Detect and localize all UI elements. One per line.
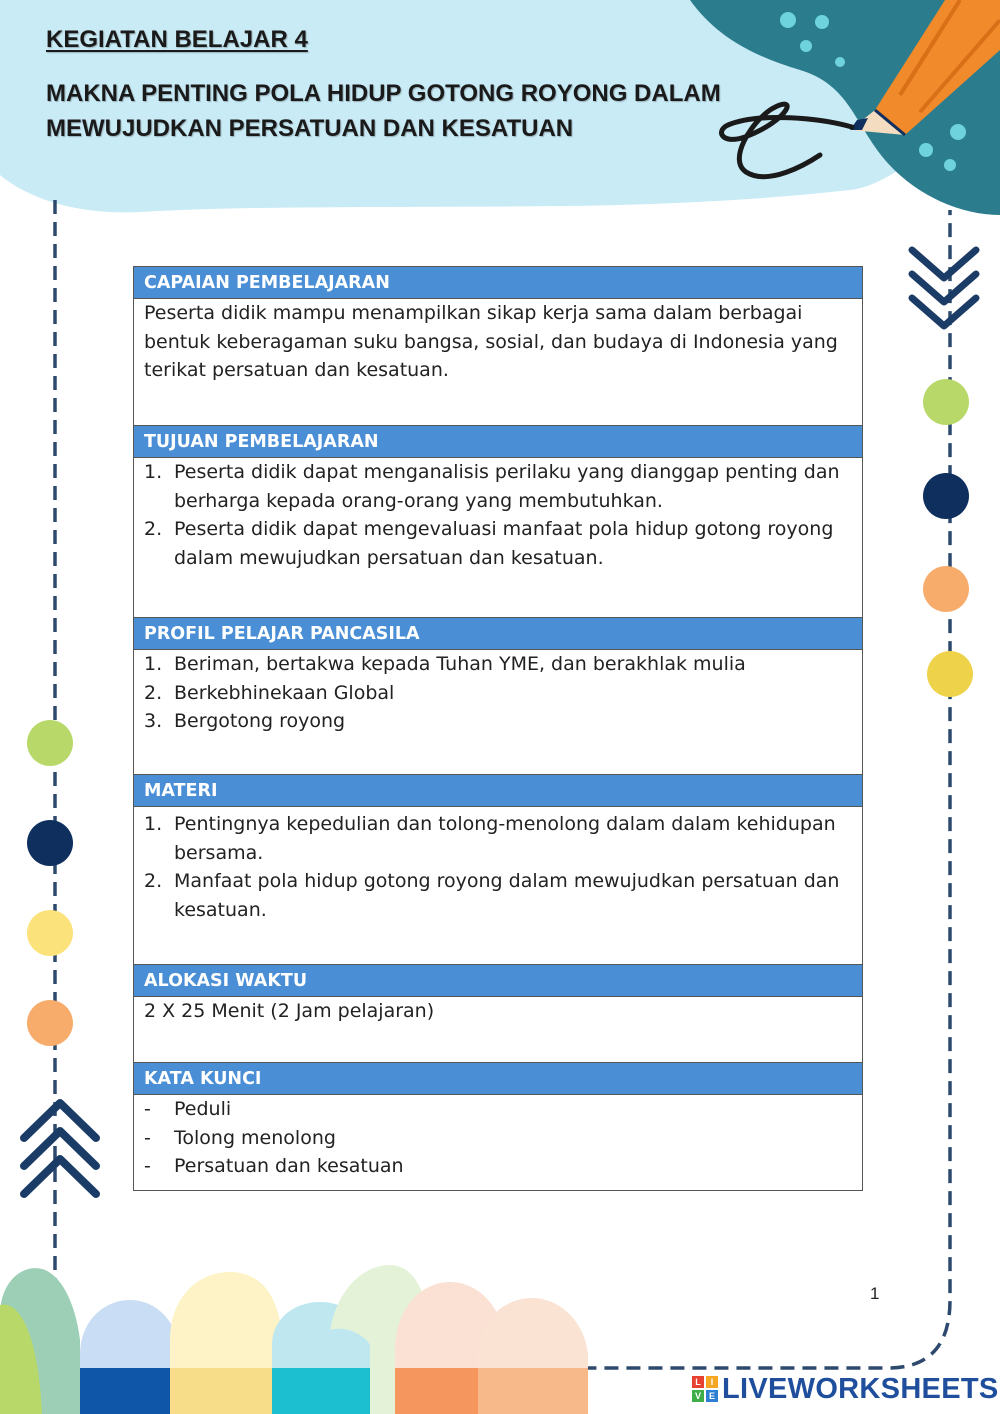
list-item: - Peduli	[144, 1098, 232, 1120]
list-item: 2. Peserta didik dapat mengevaluasi manfaat pola hidup gotong royong dalam mewujudkan persatuan dan kesatuan.	[144, 518, 834, 569]
section-body-kata-kunci	[134, 1095, 862, 1190]
list-item: 1. Peserta didik dapat menganalisis perilaku yang dianggap penting dan berharga kepada orang-orang yang membutuhkan.	[144, 461, 840, 512]
list-item: - Tolong menolong	[144, 1126, 336, 1149]
kegiatan-title: KEGIATAN BELAJAR 4	[46, 26, 308, 53]
section-body-materi	[134, 807, 862, 965]
list-item: 1. Pentingnya kepedulian dan tolong-menolong dalam dalam kehidupan bersama.	[144, 813, 836, 864]
section-body-alokasi	[134, 997, 862, 1063]
alokasi-text: 2 X 25 Menit (2 Jam pelajaran)	[144, 1000, 435, 1022]
section-body-tujuan	[134, 458, 862, 618]
section-header-kata-kunci: KATA KUNCI	[134, 1063, 862, 1095]
list-item: 2. Manfaat pola hidup gotong royong dalam mewujudkan persatuan dan kesatuan.	[144, 870, 840, 921]
chevron-down-decor	[912, 250, 976, 326]
chevron-up-decor	[24, 1103, 96, 1194]
liveworksheets-logo[interactable]	[692, 1374, 999, 1404]
list-item: 2. Berkebhinekaan Global	[144, 681, 395, 704]
list-item: 3. Bergotong royong	[144, 710, 346, 732]
section-header-alokasi: ALOKASI WAKTU	[134, 965, 862, 997]
section-header-materi: MATERI	[134, 775, 862, 807]
main-title: MAKNA PENTING POLA HIDUP GOTONG ROYONG DALAM MEWUJUDKAN PERSATUAN DAN KESATUAN	[46, 80, 721, 142]
page-number: 1	[870, 1284, 880, 1303]
section-body-profil	[134, 650, 862, 775]
bottom-arches	[0, 1265, 588, 1414]
liveworksheets-text: LIVEWORKSHEETS	[722, 1372, 999, 1405]
list-item: - Persatuan dan kesatuan	[144, 1155, 404, 1177]
list-item: 1. Beriman, bertakwa kepada Tuhan YME, dan berakhlak mulia	[144, 653, 746, 675]
capaian-text: Peserta didik mampu menampilkan sikap kerja sama dalam berbagai bentuk keberagaman suku bangsa, sosial, dan budaya di Indonesia yang terikat persatuan dan kesatuan.	[144, 302, 838, 381]
section-header-profil: PROFIL PELAJAR PANCASILA	[134, 618, 862, 650]
section-body-capaian	[134, 299, 862, 426]
liveworksheets-mark-icon: L I V E	[692, 1376, 718, 1402]
section-header-tujuan: TUJUAN PEMBELAJARAN	[134, 426, 862, 458]
learning-info-table	[133, 266, 863, 1191]
section-header-capaian: CAPAIAN PEMBELAJARAN	[134, 267, 862, 299]
